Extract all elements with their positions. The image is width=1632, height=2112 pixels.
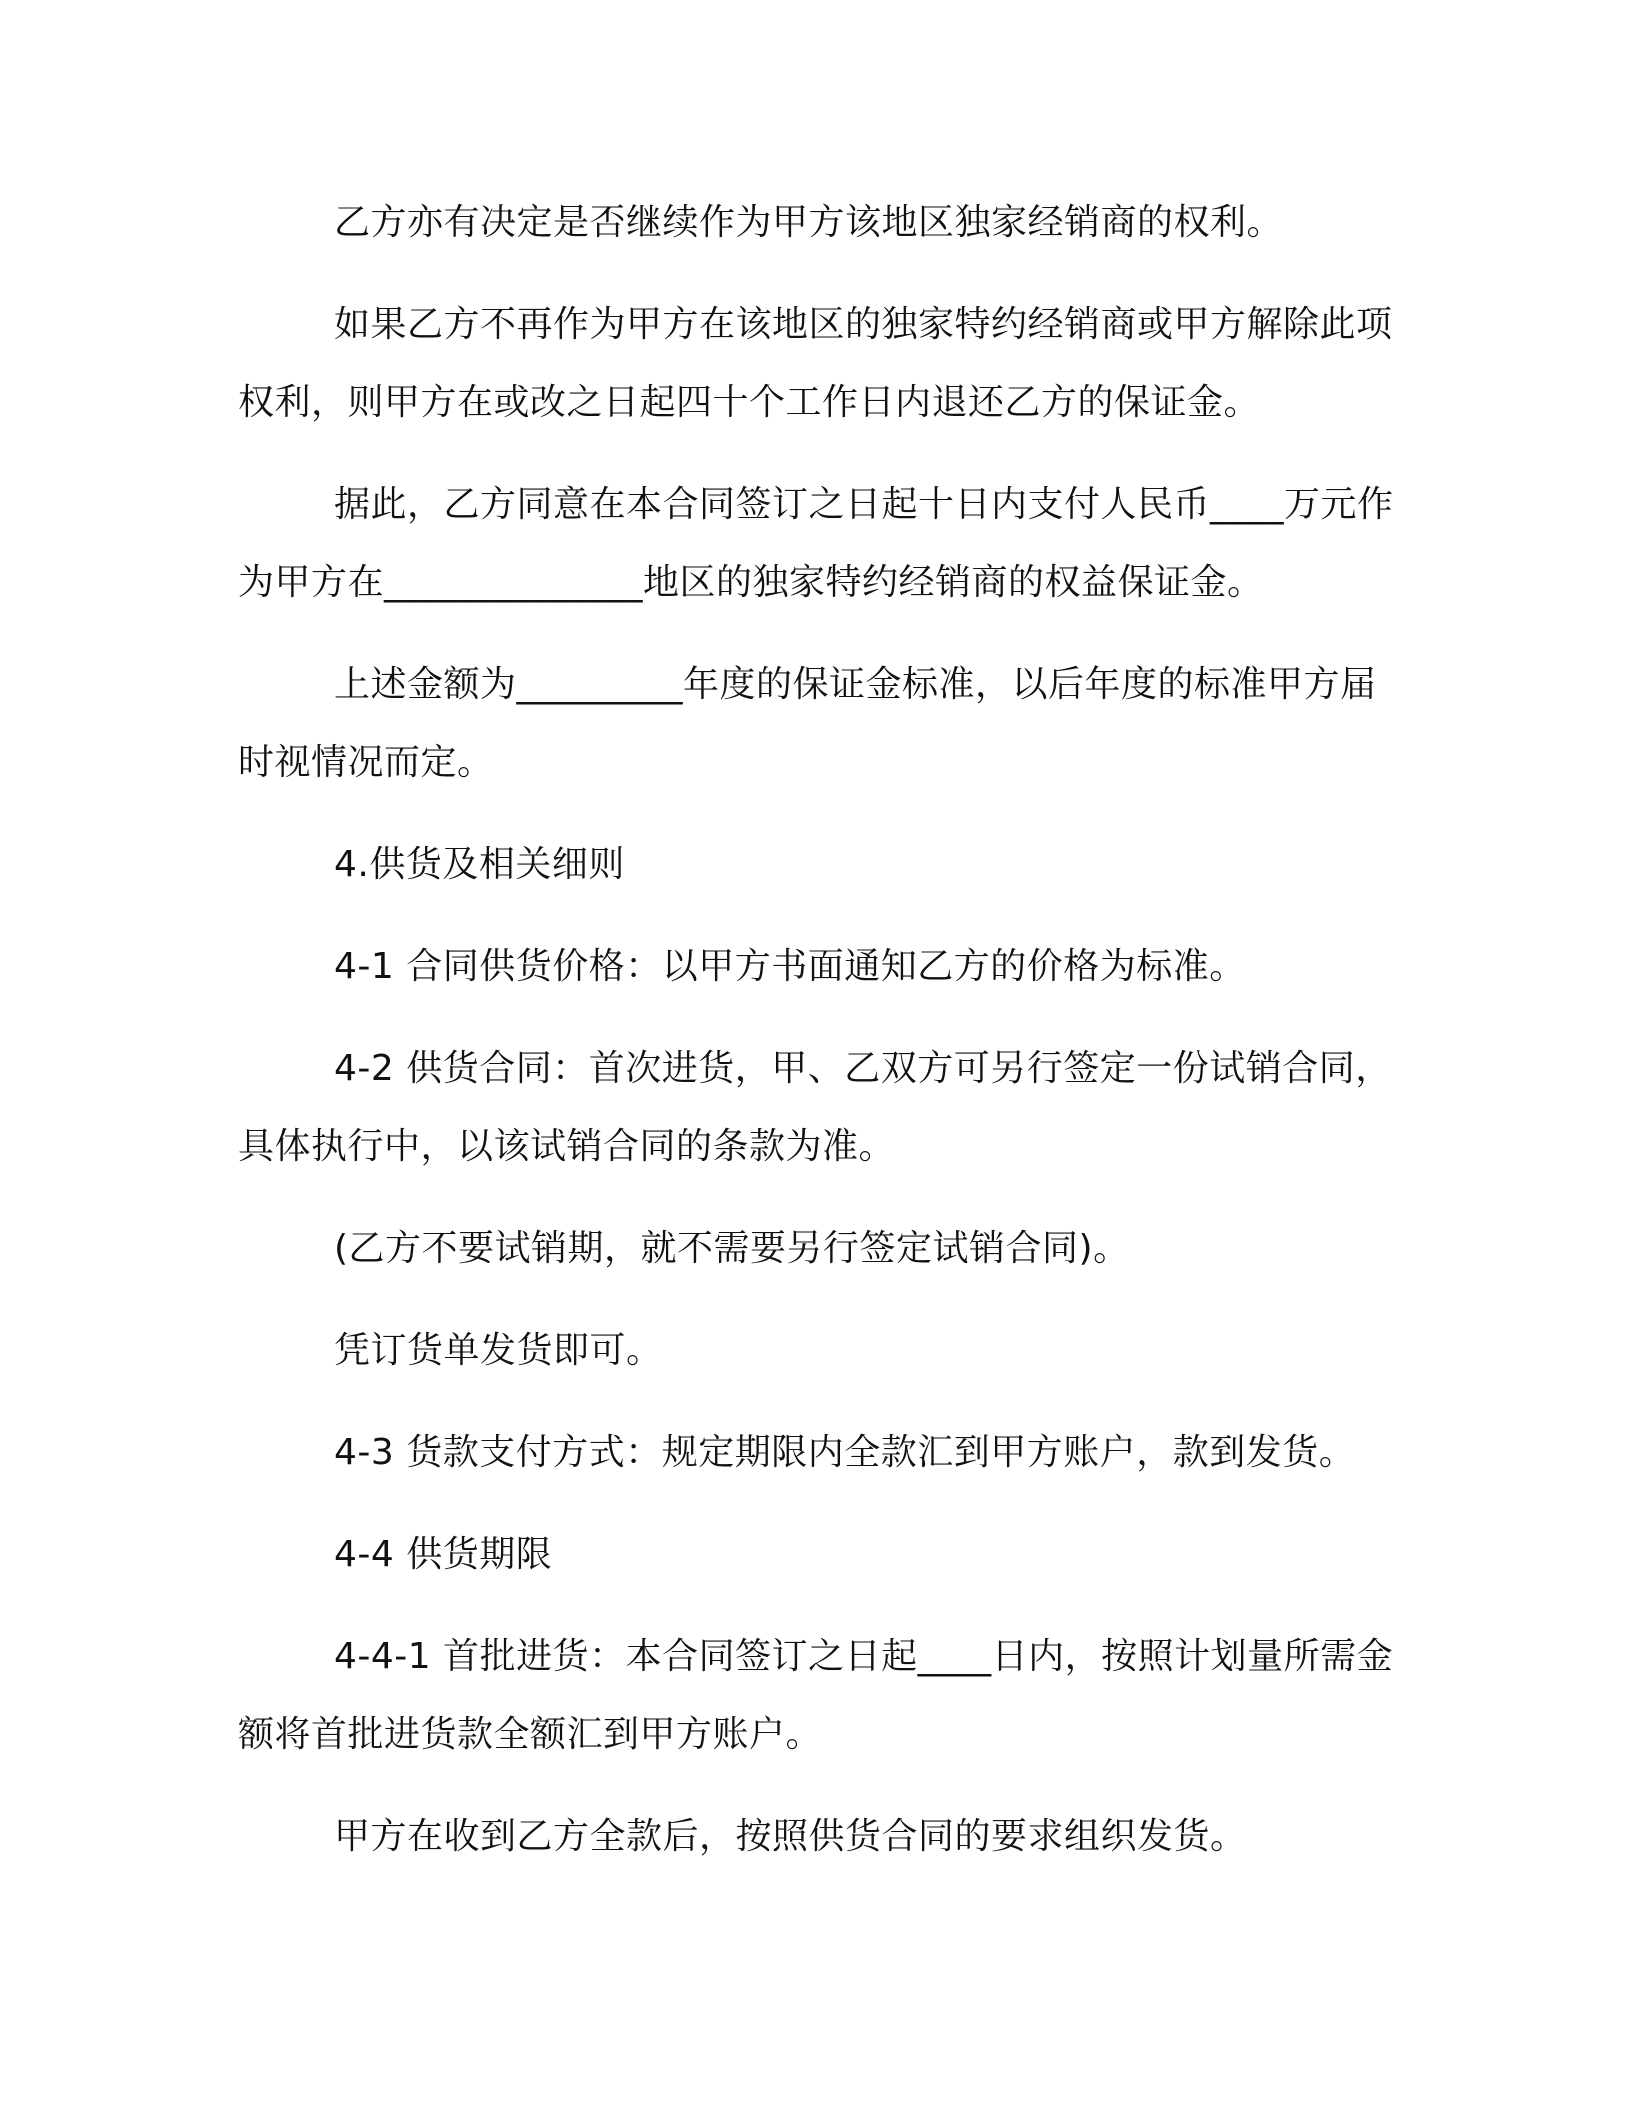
clause-4-4-heading: 4-4 供货期限 xyxy=(334,1534,553,1575)
clause-4-4-1-shipping: 甲方在收到乙方全款后，按照供货合同的要求组织发货。 xyxy=(334,1816,1247,1857)
clause-4-2-note: (乙方不要试销期，就不需要另行签定试销合同)。 xyxy=(334,1228,1130,1269)
clause-4-3: 4-3 货款支付方式：规定期限内全款汇到甲方账户，款到发货。 xyxy=(334,1432,1356,1473)
clause-4-2-order: 凭订货单发货即可。 xyxy=(334,1330,663,1371)
document-body xyxy=(238,184,1398,1900)
paragraph-deposit-refund: 如果乙方不再作为甲方在该地区的独家特约经销商或甲方解除此项权利，则甲方在或改之日起四十个工作日内退还乙方的保证金。 xyxy=(238,304,1393,423)
clause-4-1: 4-1 合同供货价格：以甲方书面通知乙方的价格为标准。 xyxy=(334,946,1246,987)
section-heading-supply: 4.供货及相关细则 xyxy=(334,844,625,885)
clause-4-2: 4-2 供货合同：首次进货，甲、乙双方可另行签定一份试销合同，具体执行中，以该试销合同的条款为准。 xyxy=(238,1048,1392,1167)
paragraph-exclusive-right: 乙方亦有决定是否继续作为甲方该地区独家经销商的权利。 xyxy=(334,202,1284,243)
paragraph-deposit-standard: 上述金额为_________年度的保证金标准，以后年度的标准甲方届时视情况而定。 xyxy=(238,664,1377,783)
paragraph-deposit-payment: 据此，乙方同意在本合同签订之日起十日内支付人民币____万元作为甲方在______________地区的独家特约经销商的权益保证金。 xyxy=(238,484,1394,603)
clause-4-4-1: 4-4-1 首批进货：本合同签订之日起____日内，按照计划量所需金额将首批进货款全额汇到甲方账户。 xyxy=(238,1636,1394,1755)
